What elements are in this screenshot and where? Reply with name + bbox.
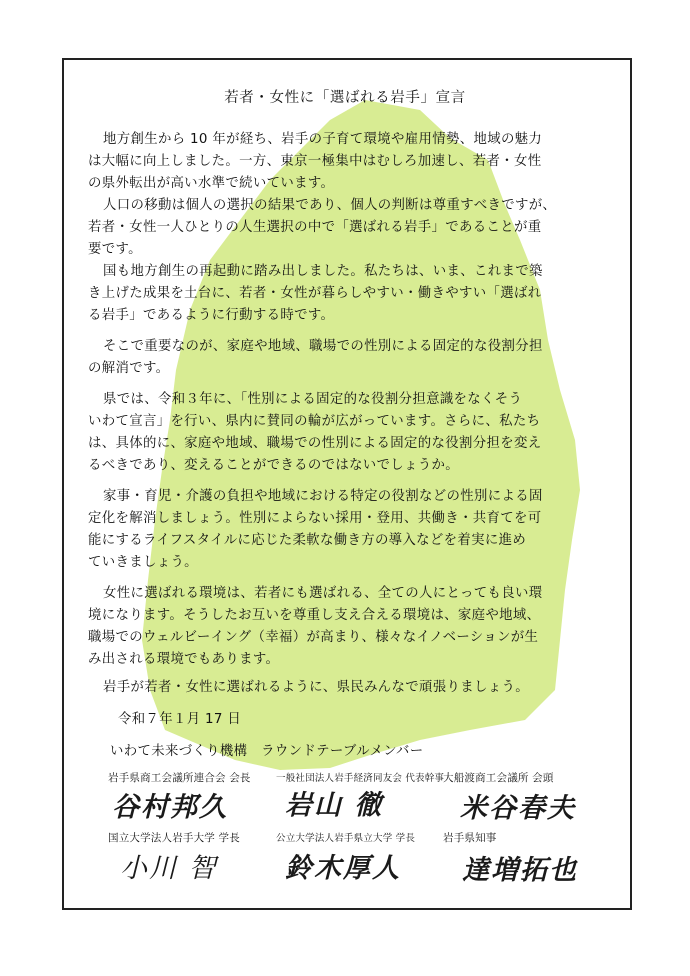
body-line: の解消です。 xyxy=(88,361,170,376)
signature: 谷村邦久 xyxy=(112,792,228,823)
body-line: は大幅に向上しました。一方、東京一極集中はむしろ加速し、若者・女性 xyxy=(88,154,542,169)
body-line: 県では、令和３年に、「性別による固定的な役割分担意識をなくそう xyxy=(103,392,523,407)
body-line: 家事・育児・介護の負担や地域における特定の役割などの性別による固 xyxy=(103,489,543,504)
body-line: ていきましょう。 xyxy=(88,555,198,570)
body-line: 女性に選ばれる環境は、若者にも選ばれる、全ての人にとっても良い環 xyxy=(103,586,543,601)
body-line: 能にするライフスタイルに応じた柔軟な働き方の導入などを着実に進め xyxy=(88,533,527,548)
signatory-org: 国立大学法人岩手大学 学長 xyxy=(108,832,240,844)
body-line: 境になります。そうしたお互いを尊重し支え合える環境は、家庭や地域、 xyxy=(88,608,541,623)
body-line: いわて宣言」を行い、県内に賛同の輪が広がっています。さらに、私たち xyxy=(88,414,541,429)
signature: 米谷春夫 xyxy=(460,793,576,824)
date: 令和７年１月 17 日 xyxy=(118,712,242,727)
body-line: の県外転出が高い水準で続いています。 xyxy=(88,176,335,191)
signatory-org: 岩手県知事 xyxy=(443,832,497,844)
signatory-org: 一般社団法人岩手経済同友会 代表幹事 xyxy=(276,773,445,784)
signature: 小川 智 xyxy=(120,853,218,884)
body-line: 国も地方創生の再起動に踏み出しました。私たちは、いま、これまで築 xyxy=(103,264,543,279)
signatory-org: 公立大学法人岩手県立大学 学長 xyxy=(276,833,416,844)
body-line: は、具体的に、家庭や地域、職場での性別による固定的な役割分担を変え xyxy=(88,436,542,451)
closing-line: 岩手が若者・女性に選ばれるように、県民みんなで頑張りましょう。 xyxy=(103,680,529,695)
signatory-org: 大船渡商工会議所 会頭 xyxy=(443,772,554,784)
page-title: 若者・女性に「選ばれる岩手」宣言 xyxy=(224,90,466,106)
signatory-org: 岩手県商工会議所連合会 会長 xyxy=(108,772,251,784)
body-line: み出される環境でもあります。 xyxy=(88,652,280,667)
body-line: 要です。 xyxy=(88,242,142,257)
signature: 岩山 徹 xyxy=(285,790,384,821)
body-line: るべきであり、変えることができるのではないでしょうか。 xyxy=(88,458,459,473)
body-line: 地方創生から 10 年が経ち、岩手の子育て環境や雇用情勢、地域の魅力 xyxy=(103,132,543,147)
body-line: 人口の移動は個人の選択の結果であり、個人の判断は尊重すべきですが、 xyxy=(103,198,557,213)
signature: 達増拓也 xyxy=(462,855,578,886)
body-line: 定化を解消しましょう。性別によらない採用・登用、共働き・共育てを可 xyxy=(88,511,542,526)
body-line: き上げた成果を土台に、若者・女性が暮らしやすい・働きやすい「選ばれ xyxy=(88,286,542,301)
body-line: そこで重要なのが、家庭や地域、職場での性別による固定的な役割分担 xyxy=(103,339,543,354)
body-line: 職場でのウェルビーイング（幸福）が高まり、様々なイノベーションが生 xyxy=(88,630,539,645)
body-line: 若者・女性一人ひとりの人生選択の中で「選ばれる岩手」であることが重 xyxy=(88,220,542,235)
body-line: る岩手」であるように行動する時です。 xyxy=(88,308,335,323)
member-heading: いわて未来づくり機構 ラウンドテーブルメンバー xyxy=(110,744,424,759)
signature: 鈴木厚人 xyxy=(285,853,401,884)
